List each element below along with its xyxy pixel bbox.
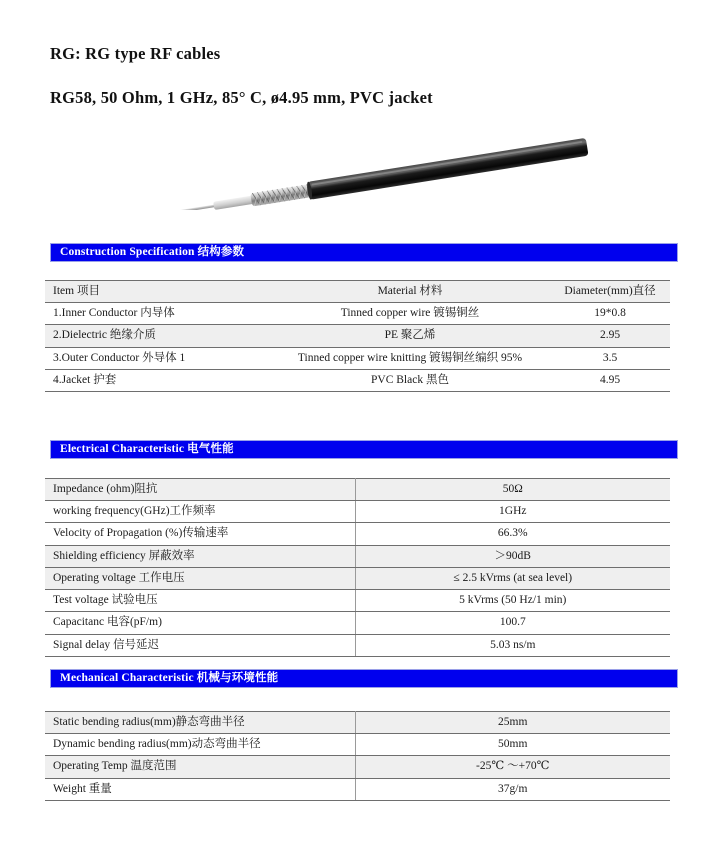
cell-property: Capacitanc 电容(pF/m) <box>45 612 355 634</box>
cell-value: 100.7 <box>355 612 670 634</box>
table-row <box>45 567 670 589</box>
cell-value: 1GHz <box>355 501 670 523</box>
section-header-mechanical <box>50 669 678 688</box>
page-subtitle: RG58, 50 Ohm, 1 GHz, 85° C, ø4.95 mm, PVC jacket <box>50 88 433 107</box>
table-row <box>45 369 670 391</box>
table-row <box>45 634 670 656</box>
page-title: RG: RG type RF cables <box>50 44 221 63</box>
cell-item: 4.Jacket 护套 <box>45 369 270 391</box>
cell-material: Tinned copper wire knitting 镀锡铜丝编织 95% <box>270 347 550 369</box>
section-header-construction <box>50 243 678 262</box>
cell-item: 1.Inner Conductor 内导体 <box>45 303 270 325</box>
table-row <box>45 612 670 634</box>
table-row <box>45 734 670 756</box>
cell-material: PVC Black 黑色 <box>270 369 550 391</box>
cell-property: Shielding efficiency 屏蔽效率 <box>45 545 355 567</box>
table-row <box>45 712 670 734</box>
cell-property: Weight 重量 <box>45 778 355 800</box>
cell-diameter: 4.95 <box>550 369 670 391</box>
cell-property: working frequency(GHz)工作频率 <box>45 501 355 523</box>
cell-property: Signal delay 信号延迟 <box>45 634 355 656</box>
table-header-row <box>45 281 670 303</box>
cell-property: Test voltage 试验电压 <box>45 590 355 612</box>
cell-item: 2.Dielectric 绝缘介质 <box>45 325 270 347</box>
cell-value: 25mm <box>355 712 670 734</box>
cell-value: 37g/m <box>355 778 670 800</box>
table-row <box>45 523 670 545</box>
section-header-mechanical-label: Mechanical Characteristic 机械与环境性能 <box>60 671 279 684</box>
cell-value: -25℃ ～+70℃ <box>355 756 670 778</box>
table-row <box>45 479 670 501</box>
cell-value: ≤ 2.5 kVrms (at sea level) <box>355 567 670 589</box>
column-header-diameter: Diameter(mm)直径 <box>550 281 670 303</box>
column-header-material: Material 材料 <box>270 281 550 303</box>
electrical-characteristic-table <box>45 478 670 657</box>
table-row <box>45 545 670 567</box>
cell-property: Operating Temp 温度范围 <box>45 756 355 778</box>
document-heading-block <box>50 44 433 107</box>
construction-specification-table <box>45 280 670 392</box>
table-row <box>45 347 670 369</box>
cell-value: 5.03 ns/m <box>355 634 670 656</box>
coaxial-cable-photo <box>160 128 590 210</box>
table-row <box>45 501 670 523</box>
cell-material: PE 聚乙烯 <box>270 325 550 347</box>
cell-diameter: 2.95 <box>550 325 670 347</box>
cell-property: Impedance (ohm)阻抗 <box>45 479 355 501</box>
cell-property: Static bending radius(mm)静态弯曲半径 <box>45 712 355 734</box>
table-row <box>45 778 670 800</box>
section-header-construction-label: Construction Specification 结构参数 <box>60 245 245 258</box>
cell-value: 5 kVrms (50 Hz/1 min) <box>355 590 670 612</box>
section-header-electrical <box>50 440 678 459</box>
mechanical-characteristic-table <box>45 711 670 801</box>
table-row <box>45 756 670 778</box>
table-row <box>45 590 670 612</box>
table-row <box>45 303 670 325</box>
column-header-item: Item 项目 <box>45 281 270 303</box>
cell-value: 50Ω <box>355 479 670 501</box>
cell-diameter: 19*0.8 <box>550 303 670 325</box>
cell-property: Dynamic bending radius(mm)动态弯曲半径 <box>45 734 355 756</box>
cell-diameter: 3.5 <box>550 347 670 369</box>
cell-value: ＞90dB <box>355 545 670 567</box>
cell-value: 66.3% <box>355 523 670 545</box>
table-row <box>45 325 670 347</box>
cell-value: 50mm <box>355 734 670 756</box>
cell-item: 3.Outer Conductor 外导体 1 <box>45 347 270 369</box>
cell-property: Velocity of Propagation (%)传输速率 <box>45 523 355 545</box>
section-header-electrical-label: Electrical Characteristic 电气性能 <box>60 442 234 455</box>
cell-property: Operating voltage 工作电压 <box>45 567 355 589</box>
cell-material: Tinned copper wire 镀锡铜丝 <box>270 303 550 325</box>
